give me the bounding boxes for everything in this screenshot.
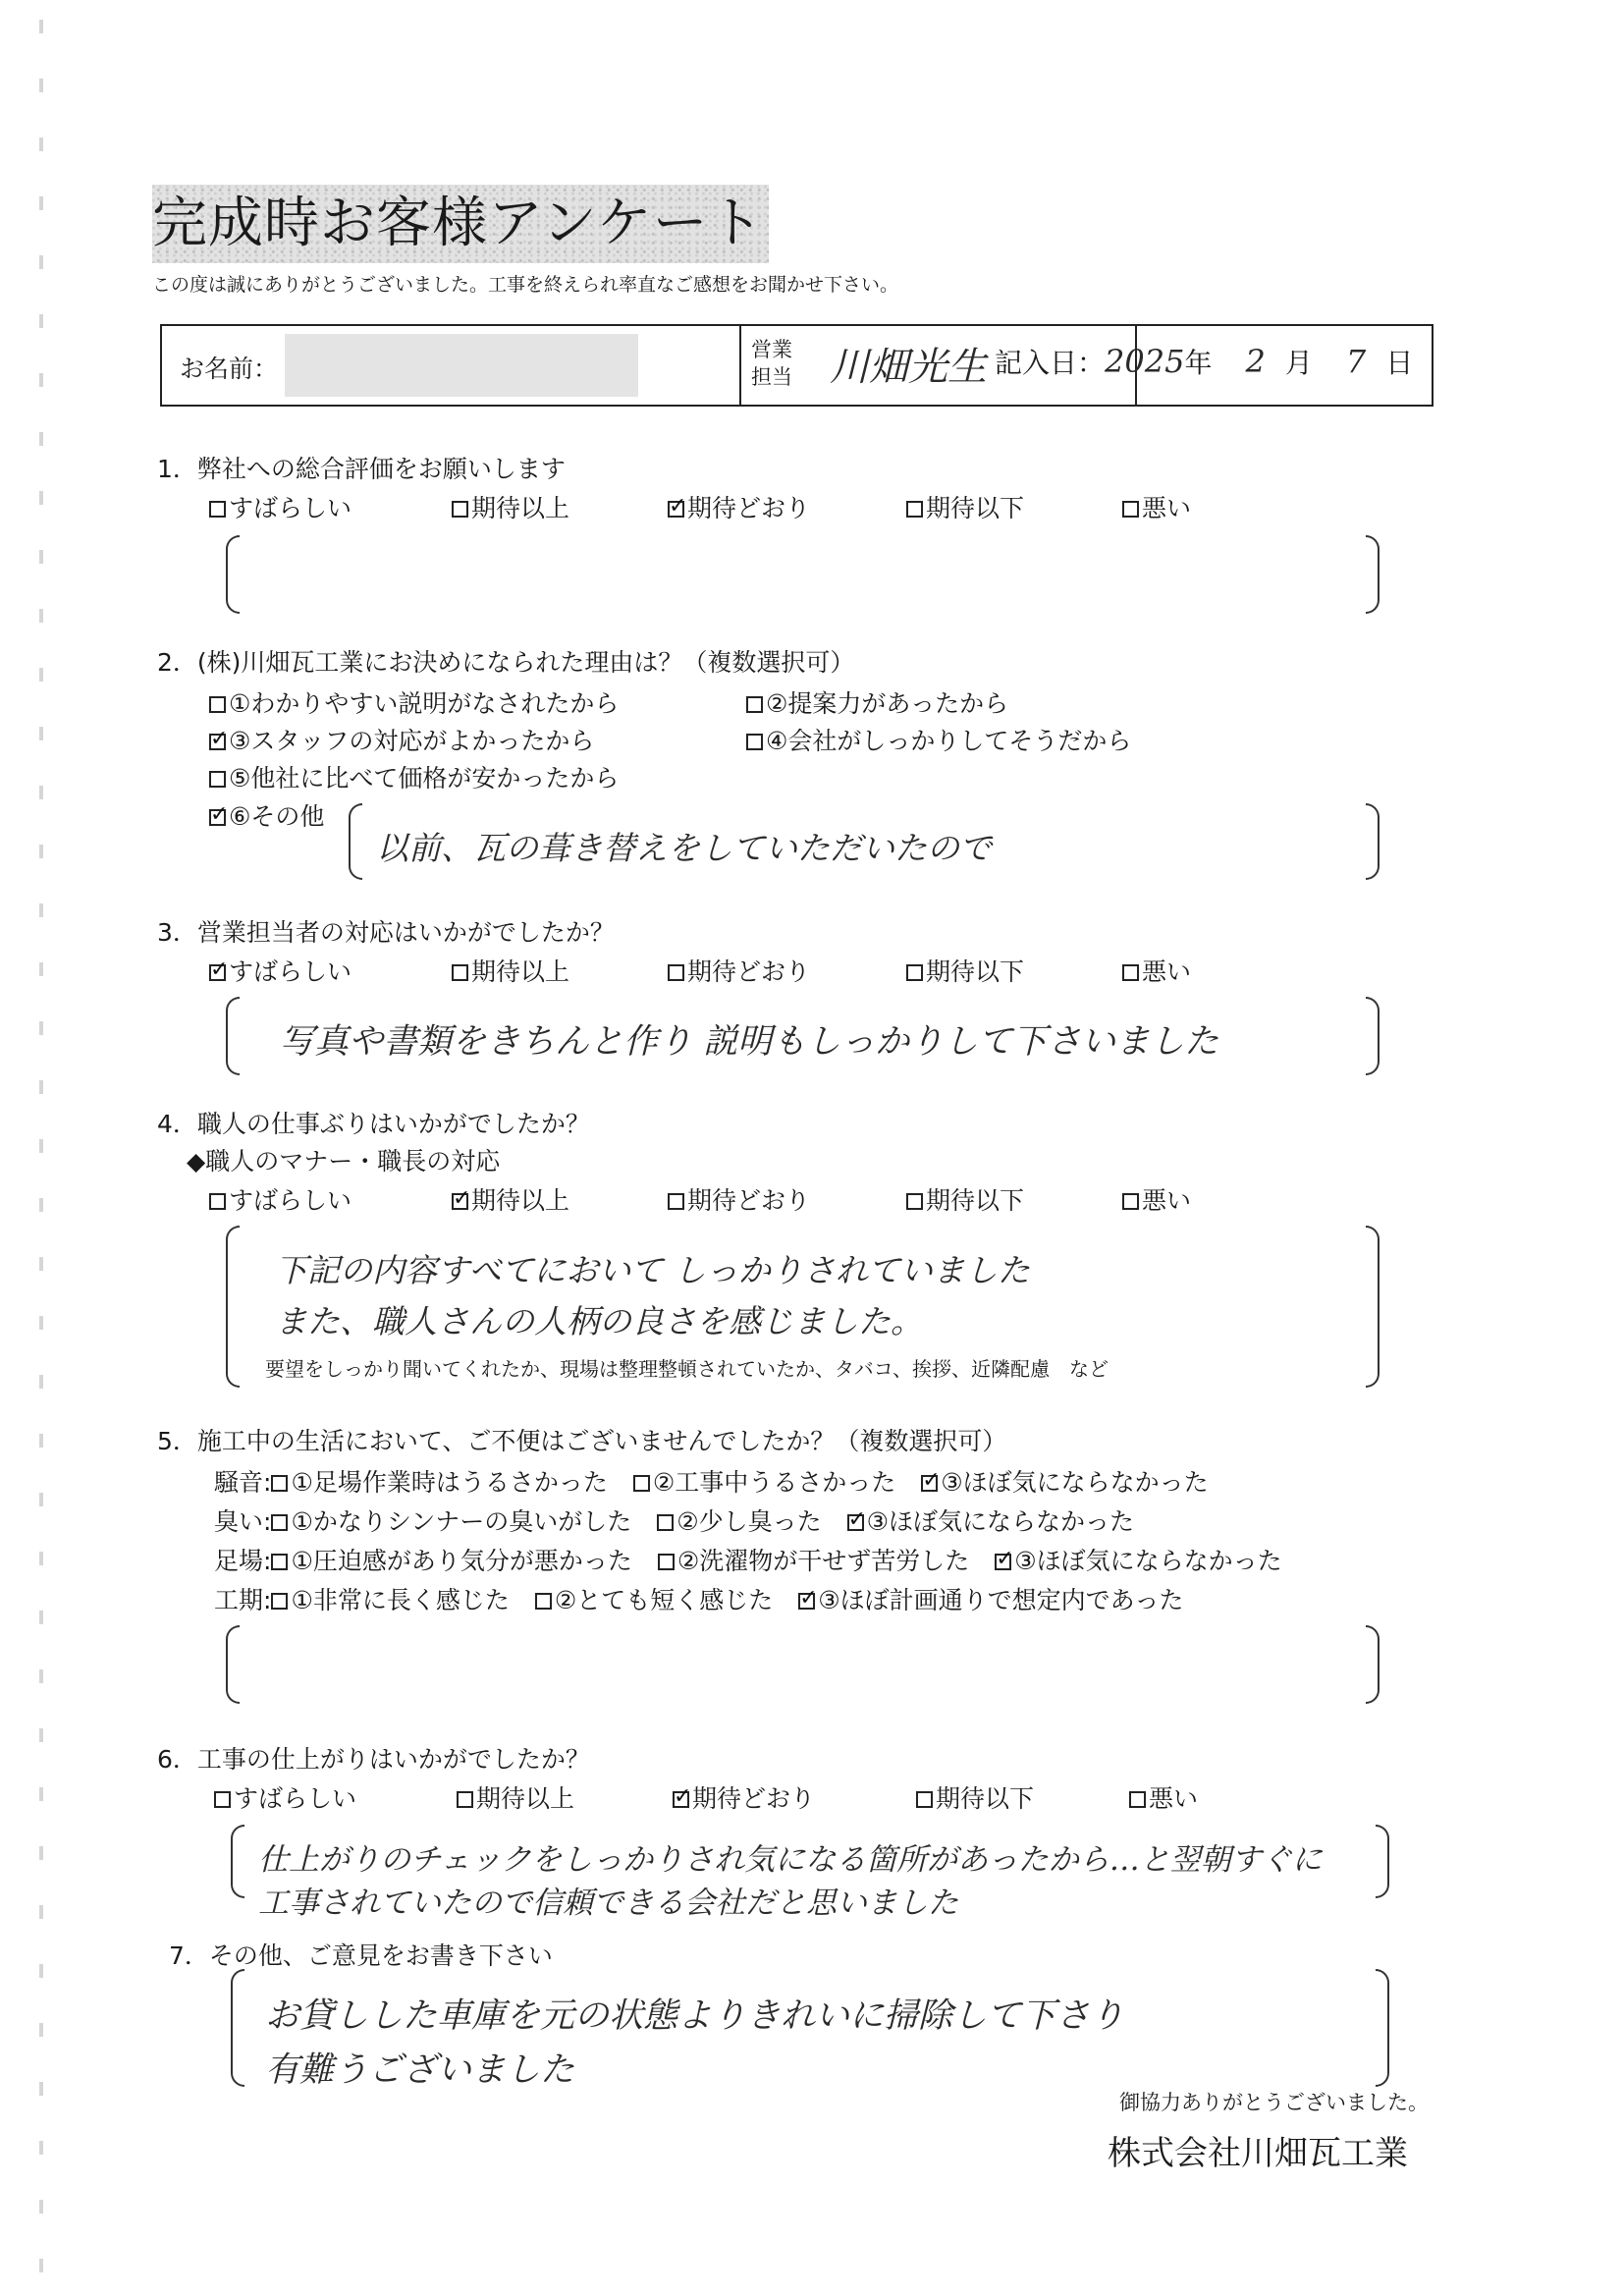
q1-comment-bracket[interactable] [226, 535, 1380, 614]
q2-comment-bracket[interactable] [349, 803, 1380, 880]
q7-comment-line1: お貸しした車庫を元の状態よりきれいに掃除して下さり [265, 1996, 1125, 2036]
footer-company: 株式会社川畑瓦工業 [1108, 2134, 1408, 2173]
date-year-unit: 年 [1184, 347, 1213, 379]
q4-comment-line1: 下記の内容すべてにおいて しっかりされていました [275, 1251, 1030, 1289]
q2-option[interactable]: ②提案力があったから [746, 684, 1008, 720]
checkbox[interactable] [452, 1193, 468, 1210]
q2-option[interactable]: ✓⑥その他 [209, 797, 324, 833]
q1-option[interactable]: 期待以上 [452, 489, 569, 524]
checkbox[interactable] [921, 1475, 938, 1492]
checkbox[interactable] [658, 1554, 675, 1570]
q4-hint: 要望をしっかり聞いてくれたか、現場は整理整頓されていたか、タバコ、挨拶、近隣配慮 など [265, 1357, 1109, 1381]
q6-option[interactable]: ✓ 期待どおり [673, 1779, 815, 1815]
checkbox[interactable] [916, 1791, 933, 1808]
q7-comment-bracket[interactable] [231, 1969, 1389, 2090]
q4-comment-bracket[interactable] [226, 1226, 1380, 1388]
checkbox[interactable] [633, 1475, 650, 1492]
name-label: お名前： [180, 355, 279, 383]
checkbox[interactable] [209, 771, 226, 788]
checkbox[interactable] [906, 1193, 923, 1210]
q5-comment-bracket[interactable] [226, 1625, 1380, 1704]
checkbox[interactable] [209, 809, 226, 826]
date-row [995, 342, 1413, 381]
checkbox[interactable] [209, 734, 226, 750]
checkbox[interactable] [798, 1593, 815, 1610]
footer-thanks: 御協力ありがとうございました。 [1119, 2091, 1429, 2114]
date-month: 2 [1245, 343, 1266, 380]
sales-person-handwriting: 川畑光生 [830, 345, 987, 390]
q5-row-scaffold: 足場: ①圧迫感があり気分が悪かった ②洗濯物が干せず苦労した ✓ ③ほぼ気にならなかった [214, 1542, 1282, 1577]
q1-option[interactable]: ✓ 期待どおり [668, 489, 810, 524]
q5-title: 5．施工中の生活において、ご不便はございませんでしたか？（複数選択可） [157, 1427, 1007, 1455]
q5-row-noise: 騒音: ①足場作業時はうるさかった ②工事中うるさかった ✓ ③ほぼ気にならなかった [214, 1463, 1209, 1499]
checkbox[interactable] [1129, 1791, 1146, 1808]
checkbox[interactable] [746, 734, 763, 750]
checkbox[interactable] [209, 696, 226, 713]
q1-option[interactable]: すばらしい [209, 489, 352, 524]
checkbox[interactable] [668, 1193, 684, 1210]
name-redacted-field [285, 334, 638, 397]
q2-option[interactable]: ✓③スタッフの対応がよかったから [209, 722, 594, 757]
checkbox[interactable] [209, 1193, 226, 1210]
date-label: 記入日： [995, 347, 1106, 379]
q1-option[interactable]: 悪い [1122, 489, 1191, 524]
checkbox[interactable] [1122, 501, 1139, 518]
q2-comment: 以前、瓦の葺き替えをしていただいたので [376, 829, 992, 867]
scan-edge-marks [39, 20, 43, 2278]
q3-option[interactable]: ✓すばらしい [209, 953, 352, 988]
checkbox[interactable] [906, 964, 923, 981]
checkbox[interactable] [209, 964, 226, 981]
checkbox[interactable] [271, 1593, 288, 1610]
checkbox[interactable] [673, 1791, 689, 1808]
q6-option[interactable]: すばらしい [214, 1779, 356, 1815]
q2-option[interactable]: ①わかりやすい説明がなされたから [209, 684, 619, 720]
checkbox[interactable] [657, 1514, 674, 1531]
q3-option[interactable]: 期待以下 [906, 953, 1024, 988]
q2-title: 2．(株)川畑瓦工業にお決めになられた理由は？（複数選択可） [157, 648, 855, 677]
checkbox[interactable] [452, 501, 468, 518]
date-day-unit: 日 [1385, 347, 1414, 379]
checkbox[interactable] [271, 1554, 288, 1570]
date-year: 2025 [1105, 343, 1185, 380]
checkbox[interactable] [457, 1791, 473, 1808]
q4-option[interactable]: すばらしい [209, 1181, 352, 1217]
q4-option[interactable]: 期待以下 [906, 1181, 1024, 1217]
q6-comment-line1: 仕上がりのチェックをしっかりされ気になる箇所があったから…と翌朝すぐに [258, 1842, 1323, 1878]
checkbox[interactable] [906, 501, 923, 518]
checkbox[interactable] [271, 1514, 288, 1531]
q6-option[interactable]: 期待以下 [916, 1779, 1034, 1815]
page-subtitle: この度は誠にありがとうございました。工事を終えられ率直なご感想をお聞かせ下さい。 [152, 274, 899, 296]
checkbox[interactable] [668, 501, 684, 518]
checkbox[interactable] [535, 1593, 552, 1610]
q3-comment: 写真や書類をきちんと作り 説明もしっかりして下さいました [280, 1022, 1219, 1062]
q7-title: 7．その他、ご意見をお書き下さい [169, 1941, 553, 1970]
q4-comment-line2: また、職人さんの人柄の良さを感じました。 [275, 1302, 923, 1340]
q5-row-duration: 工期: ①非常に長く感じた ②とても短く感じた ✓ ③ほぼ計画通りで想定内であった [214, 1581, 1183, 1616]
page-title: 完成時お客様アンケート [152, 185, 769, 263]
q6-title: 6．工事の仕上がりはいかがでしたか？ [157, 1745, 590, 1774]
q6-option[interactable]: 悪い [1129, 1779, 1198, 1815]
checkbox[interactable] [1122, 1193, 1139, 1210]
q3-option[interactable]: 悪い [1122, 953, 1191, 988]
q2-option[interactable]: ⑤他社に比べて価格が安かったから [209, 759, 619, 794]
q6-option[interactable]: 期待以上 [457, 1779, 574, 1815]
q3-option[interactable]: 期待以上 [452, 953, 569, 988]
q7-comment-line2: 有難うございました [265, 2050, 575, 2090]
q4-title: 4．職人の仕事ぶりはいかがでしたか？ [157, 1110, 590, 1138]
q3-comment-bracket[interactable] [226, 997, 1380, 1075]
q5-row-smell: 臭い: ①かなりシンナーの臭いがした ②少し臭った ✓ ③ほぼ気にならなかった [214, 1503, 1134, 1538]
q1-option[interactable]: 期待以下 [906, 489, 1024, 524]
checkbox[interactable] [746, 696, 763, 713]
name-cell [162, 326, 741, 405]
date-day: 7 [1345, 343, 1367, 380]
checkbox[interactable] [668, 964, 684, 981]
sales-label: 営業 担当 [751, 338, 792, 389]
checkbox[interactable] [271, 1475, 288, 1492]
q6-comment-line2: 工事されていたので信頼できる会社だと思いました [258, 1886, 958, 1921]
date-month-unit: 月 [1284, 347, 1313, 379]
checkbox[interactable] [847, 1514, 864, 1531]
header-box [160, 324, 1434, 407]
q4-option[interactable]: ✓ 期待以上 [452, 1181, 569, 1217]
q6-comment-bracket[interactable] [231, 1825, 1389, 1921]
q4-option[interactable]: 悪い [1122, 1181, 1191, 1217]
checkbox[interactable] [452, 964, 468, 981]
checkbox[interactable] [1122, 964, 1139, 981]
q3-option[interactable]: 期待どおり [668, 953, 810, 988]
q1-title: 1．弊社への総合評価をお願いします [157, 455, 566, 483]
checkbox[interactable] [995, 1554, 1011, 1570]
q2-option[interactable]: ④会社がしっかりしてそうだから [746, 722, 1131, 757]
checkbox[interactable] [209, 501, 226, 518]
q4-subtitle: ◆職人のマナー・職長の対応 [187, 1147, 501, 1175]
q4-option[interactable]: 期待どおり [668, 1181, 810, 1217]
q3-title: 3．営業担当者の対応はいかがでしたか？ [157, 918, 615, 947]
checkbox[interactable] [214, 1791, 231, 1808]
